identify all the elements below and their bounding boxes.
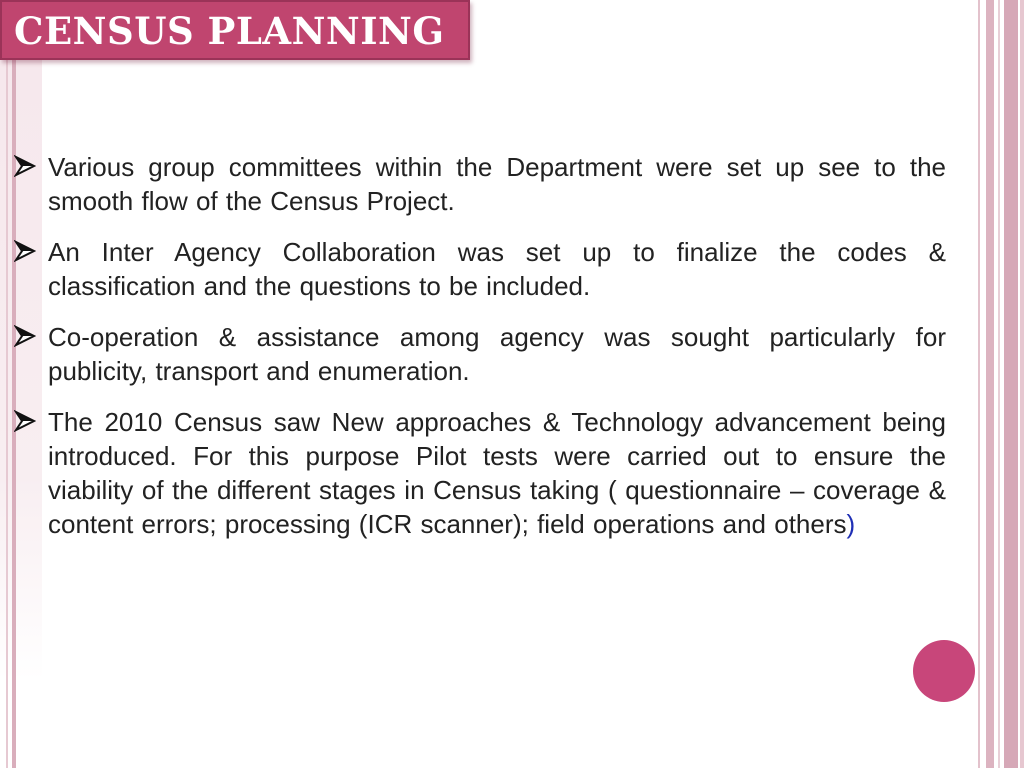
- closing-parenthesis: ): [846, 509, 856, 539]
- bullet-item: [14, 405, 946, 541]
- slide-title: CENSUS PLANNING: [14, 9, 445, 53]
- right-decorative-stripe: [998, 0, 1000, 768]
- left-decorative-line: [6, 0, 8, 768]
- bullet-text: An Inter Agency Collaboration was set up to finalize the codes & classification and the questions to be included.: [48, 237, 946, 301]
- bullet-item: [14, 150, 946, 218]
- bullet-item: [14, 235, 946, 303]
- bullet-item: [14, 320, 946, 388]
- title-banner: [0, 0, 470, 60]
- decorative-circle: [913, 640, 975, 702]
- bullet-text: Various group committees within the Department were set up see to the smooth flow of the Census Project.: [48, 152, 946, 216]
- arrowhead-bullet-icon: [14, 405, 48, 439]
- arrowhead-bullet-icon: [14, 235, 48, 269]
- right-decorative-stripe: [1020, 0, 1024, 768]
- bullet-text: Co-operation & assistance among agency was sought particularly for publicity, transport and enumeration.: [48, 322, 946, 386]
- arrowhead-bullet-icon: [14, 150, 48, 184]
- bullet-list: [14, 150, 946, 558]
- arrowhead-bullet-icon: [14, 320, 48, 354]
- right-decorative-stripe: [986, 0, 994, 768]
- bullet-text: The 2010 Census saw New approaches & Technology advancement being introduced. For this purpose Pilot tests were carried out to ensure the viability of the different stages in Census taking ( questionnaire – coverage & content errors; processing (ICR scanner); field operations and others): [48, 407, 946, 539]
- right-decorative-stripe: [978, 0, 980, 768]
- right-decorative-stripe: [1004, 0, 1018, 768]
